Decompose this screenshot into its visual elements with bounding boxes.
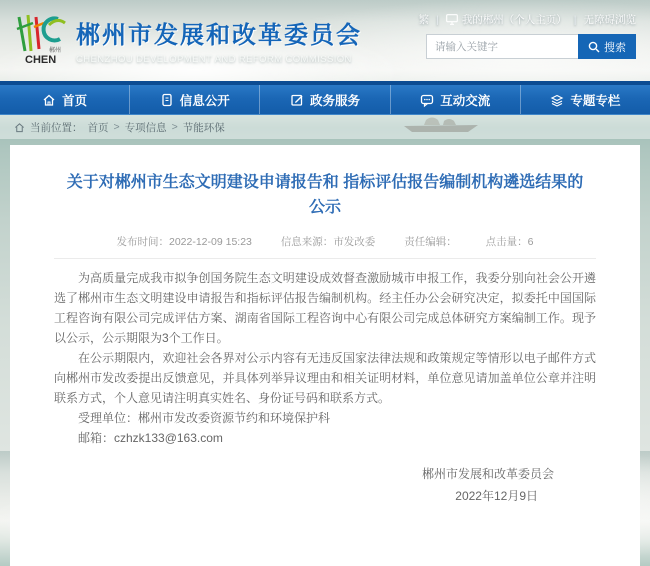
breadcrumb-home[interactable]: 首页	[87, 121, 109, 134]
nav-item-info-disclosure[interactable]	[130, 85, 260, 114]
site-logo	[11, 11, 69, 67]
breadcrumb-separator: >	[113, 121, 120, 133]
nav-label: 首页	[62, 93, 88, 108]
chat-icon	[420, 93, 434, 107]
link-separator: |	[573, 13, 577, 26]
info-source: 信息来源：市发改委	[280, 235, 376, 248]
home-icon	[42, 93, 56, 107]
search-icon	[588, 41, 600, 53]
nav-item-home[interactable]	[0, 85, 130, 114]
article-title: 关于对郴州市生态文明建设申请报告和 指标评估报告编制机构遴选结果的公示	[66, 174, 584, 216]
search-button[interactable]	[578, 34, 636, 59]
site-title	[76, 15, 362, 65]
layers-icon	[550, 93, 564, 107]
nav-item-special-topics[interactable]	[521, 85, 650, 114]
paragraph: 为高质量完成我市拟争创国务院生态文明建设成效督查激励城市申报工作，我委分别向社会公开遴选了郴州市生态文明建设申请报告和指标评估报告编制机构。经主任办公会研究决定，拟委托中国国际工程咨询有限公司完成评估方案、湖南省国际工程咨询中心有限公司完成总体研究方案编制工作。现予以公示，公示期限为3个工作日。	[54, 270, 596, 345]
article-body	[54, 268, 596, 448]
nav-label: 互动交流	[440, 93, 491, 108]
traditional-chinese-link[interactable]: 繁	[418, 14, 430, 26]
breadcrumb-prefix: 当前位置：	[30, 121, 83, 134]
site-name-english: CHENZHOU DEVELOPMENT AND REFORM COMMISSION	[76, 54, 352, 65]
breadcrumb-current: 节能环保	[182, 121, 225, 134]
contact-email: 邮箱：czhzk133@163.com	[78, 430, 223, 445]
signature-date: 2022年12月9日	[455, 488, 538, 503]
breadcrumb	[0, 115, 650, 139]
signature-org: 郴州市发展和改革委员会	[421, 466, 554, 481]
article-card	[10, 145, 640, 566]
svg-text:CHEN: CHEN	[25, 54, 57, 66]
monitor-icon	[446, 14, 458, 25]
accepting-unit: 受理单位：郴州市发改委资源节约和环境保护科	[78, 410, 331, 425]
link-separator: |	[436, 13, 439, 26]
site-name: 郴州市发展和改革委员会	[76, 22, 362, 49]
nav-item-interaction[interactable]	[391, 85, 521, 114]
my-chenzhou-link[interactable]	[446, 12, 567, 27]
article-signature	[54, 463, 596, 507]
editor: 责任编辑：	[404, 235, 457, 248]
search-bar	[426, 34, 636, 59]
accessibility-link[interactable]: 无障碍浏览	[583, 14, 636, 26]
publish-time: 发布时间：2022-12-09 15:23	[116, 235, 252, 248]
view-count: 点击量：6	[485, 235, 534, 248]
svg-text:郴州: 郴州	[49, 48, 62, 54]
main-nav	[0, 81, 650, 115]
article-meta	[54, 234, 596, 259]
nav-label: 专题专栏	[570, 93, 621, 108]
nav-item-gov-services[interactable]	[260, 85, 390, 114]
utility-links	[419, 12, 636, 27]
location-home-icon	[14, 122, 25, 133]
breadcrumb-special-info[interactable]: 专项信息	[124, 121, 167, 134]
my-chenzhou-label: 我的郴州（个人主页）	[461, 14, 567, 26]
breadcrumb-separator: >	[171, 121, 178, 133]
edit-icon	[290, 93, 304, 107]
paragraph: 在公示期限内，欢迎社会各界对公示内容有无违反国家法律法规和政策规定等情形以电子邮件方式向郴州市发改委提出反馈意见，并具体列举异议理由和相关证明材料，单位意见请加盖单位公章并注明联系方式，个人意见请注明真实姓名、身份证号码和联系方式。	[54, 350, 596, 405]
search-button-label: 搜索	[604, 41, 626, 54]
search-input[interactable]	[426, 34, 578, 59]
nav-label: 信息公开	[179, 93, 230, 108]
nav-label: 政务服务	[310, 93, 361, 108]
site-header	[0, 0, 650, 81]
document-icon	[160, 93, 174, 107]
